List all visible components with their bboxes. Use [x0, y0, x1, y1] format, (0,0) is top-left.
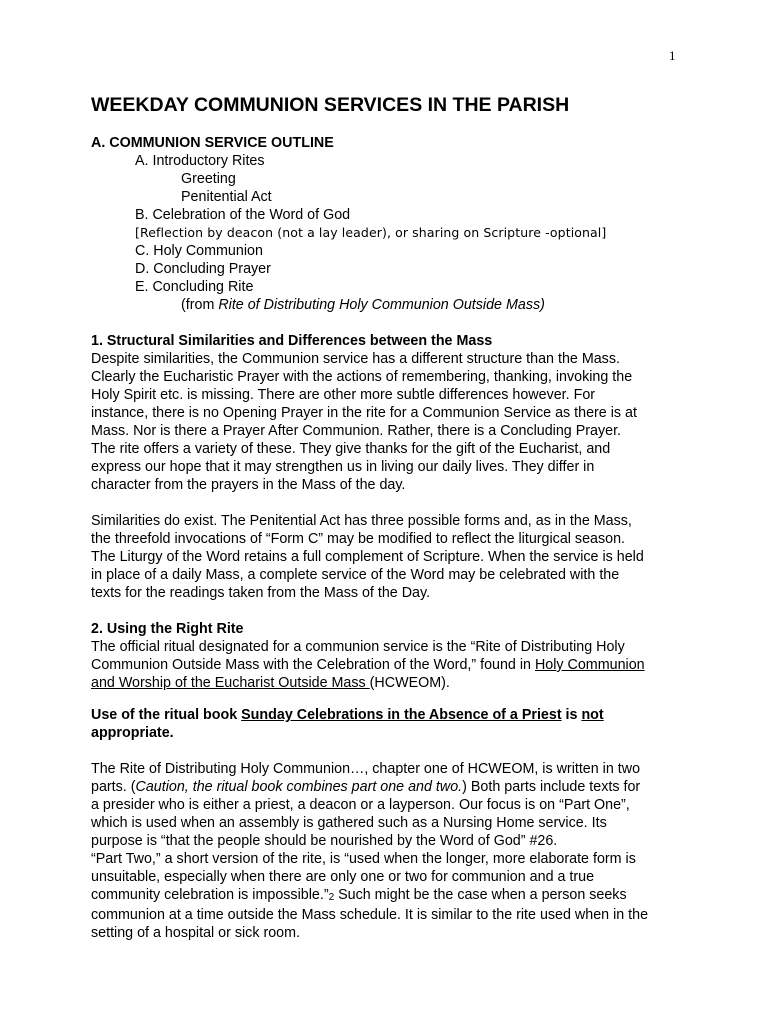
paragraph-line: appropriate. [91, 725, 174, 741]
text-run: ) Both parts include texts for [462, 779, 641, 795]
spacer [91, 692, 691, 706]
communion-service-outline [91, 134, 691, 942]
document-title: WEEKDAY COMMUNION SERVICES IN THE PARISH [91, 94, 570, 116]
paragraph-line: communion at a time outside the Mass schedule. It is similar to the rite used when in the [91, 907, 649, 923]
ritual-book-warning [91, 706, 691, 742]
paragraph-line: the threefold invocations of “Form C” may be modified to reflect the liturgical season. [91, 531, 625, 547]
spacer [91, 314, 691, 332]
text-run: Such might be the case when a person seeks [334, 887, 627, 903]
paragraph-line [91, 706, 691, 724]
paragraph-line [91, 656, 691, 674]
section1-paragraph2 [91, 512, 691, 602]
caution-note: Caution, the ritual book combines part one and two. [135, 779, 463, 795]
paragraph-line: Mass. Nor is there a Prayer After Communion. Rather, there is a Concluding Prayer. [91, 423, 622, 439]
paragraph-line: which is used when an assembly is gathered such as a Nursing Home service. Its [91, 815, 607, 831]
paragraph-line: Similarities do exist. The Penitential Act has three possible forms and, as in the Mass, [91, 513, 632, 529]
outline-item-introductory-rites: A. Introductory Rites [135, 153, 265, 169]
outline-item-holy-communion: C. Holy Communion [135, 243, 263, 259]
outline-source [91, 296, 691, 314]
outline-source-title: Rite of Distributing Holy Communion Outside Mass) [218, 297, 545, 313]
paragraph-line: Clearly the Eucharistic Prayer with the actions of remembering, thanking, invoking the [91, 369, 633, 385]
paragraph-line: express our hope that it may strengthen us in living our daily lives. They differ in [91, 459, 595, 475]
paragraph-line: a presider who is either a priest, a deacon or a layperson. Our focus is on “Part One”, [91, 797, 630, 813]
outline-item-word-of-god: B. Celebration of the Word of God [135, 207, 351, 223]
paragraph-line: texts for the readings taken from the Mass of the Day. [91, 585, 431, 601]
paragraph-line: instance, there is no Opening Prayer in the rite for a Communion Service as there is at [91, 405, 637, 421]
paragraph-line: “Part Two,” a short version of the rite, is “used when the longer, more elaborate form is [91, 851, 636, 867]
outline-item-concluding-prayer: D. Concluding Prayer [135, 261, 271, 277]
outline-subitem-penitential-act: Penitential Act [181, 189, 272, 205]
paragraph-line: setting of a hospital or sick room. [91, 925, 300, 941]
text-run: Communion Outside Mass with the Celebration of the Word,” found in [91, 657, 535, 673]
paragraph-line: The rite offers a variety of these. They give thanks for the gift of the Eucharist, and [91, 441, 611, 457]
spacer [91, 602, 691, 620]
text-run: community celebration is impossible.” [91, 887, 329, 903]
paragraph-line: character from the prayers in the Mass of the day. [91, 477, 406, 493]
spacer [91, 494, 691, 512]
section1-heading: 1. Structural Similarities and Differences between the Mass [91, 333, 493, 349]
book-title-hcweom-cont: and Worship of the Eucharist Outside Mass [91, 675, 370, 691]
text-run: is [561, 707, 582, 723]
section2-paragraph1 [91, 638, 691, 692]
section2-paragraph2 [91, 760, 691, 942]
paragraph-line [91, 886, 691, 906]
book-title-hcweom: Holy Communion [534, 657, 645, 673]
section2-heading: 2. Using the Right Rite [91, 621, 244, 637]
book-title-sunday-celebrations: Sunday Celebrations in the Absence of a Priest [241, 707, 562, 723]
spacer [91, 742, 691, 760]
paragraph-line: in place of a daily Mass, a complete service of the Word may be celebrated with the [91, 567, 620, 583]
paragraph-line: The official ritual designated for a communion service is the “Rite of Distributing Holy [91, 639, 625, 655]
text-run: Use of the ritual book [91, 707, 242, 723]
paragraph-line: Holy Spirit etc. is missing. There are other more subtle differences however. For [91, 387, 596, 403]
outline-reflection-note: [Reflection by deacon (not a lay leader), or sharing on Scripture -optional] [135, 225, 607, 240]
paragraph-line: unsuitable, especially when there are only one or two for communion and a true [91, 869, 595, 885]
text-run: parts. ( [91, 779, 136, 795]
outline-heading: A. COMMUNION SERVICE OUTLINE [91, 135, 334, 151]
paragraph-line [91, 674, 691, 692]
document-body [91, 94, 691, 942]
footnote-marker: 2 [328, 892, 335, 903]
outline-subitem-greeting: Greeting [181, 171, 236, 187]
paragraph-line: The Liturgy of the Word retains a full complement of Scripture. When the service is held [91, 549, 644, 565]
emphasis-not: not [581, 707, 604, 723]
outline-source-prefix: (from [181, 297, 219, 313]
paragraph-line [91, 778, 691, 796]
paragraph-line: The Rite of Distributing Holy Communion…, chapter one of HCWEOM, is written in two [91, 761, 641, 777]
paragraph-line: purpose is “that the people should be nourished by the Word of God” #26. [91, 833, 558, 849]
page-number: 1 [669, 48, 676, 63]
outline-item-concluding-rite: E. Concluding Rite [135, 279, 254, 295]
paragraph-line: Despite similarities, the Communion service has a different structure than the Mass. [91, 351, 620, 367]
text-run: (HCWEOM). [369, 675, 450, 691]
section1-paragraph1 [91, 350, 691, 494]
